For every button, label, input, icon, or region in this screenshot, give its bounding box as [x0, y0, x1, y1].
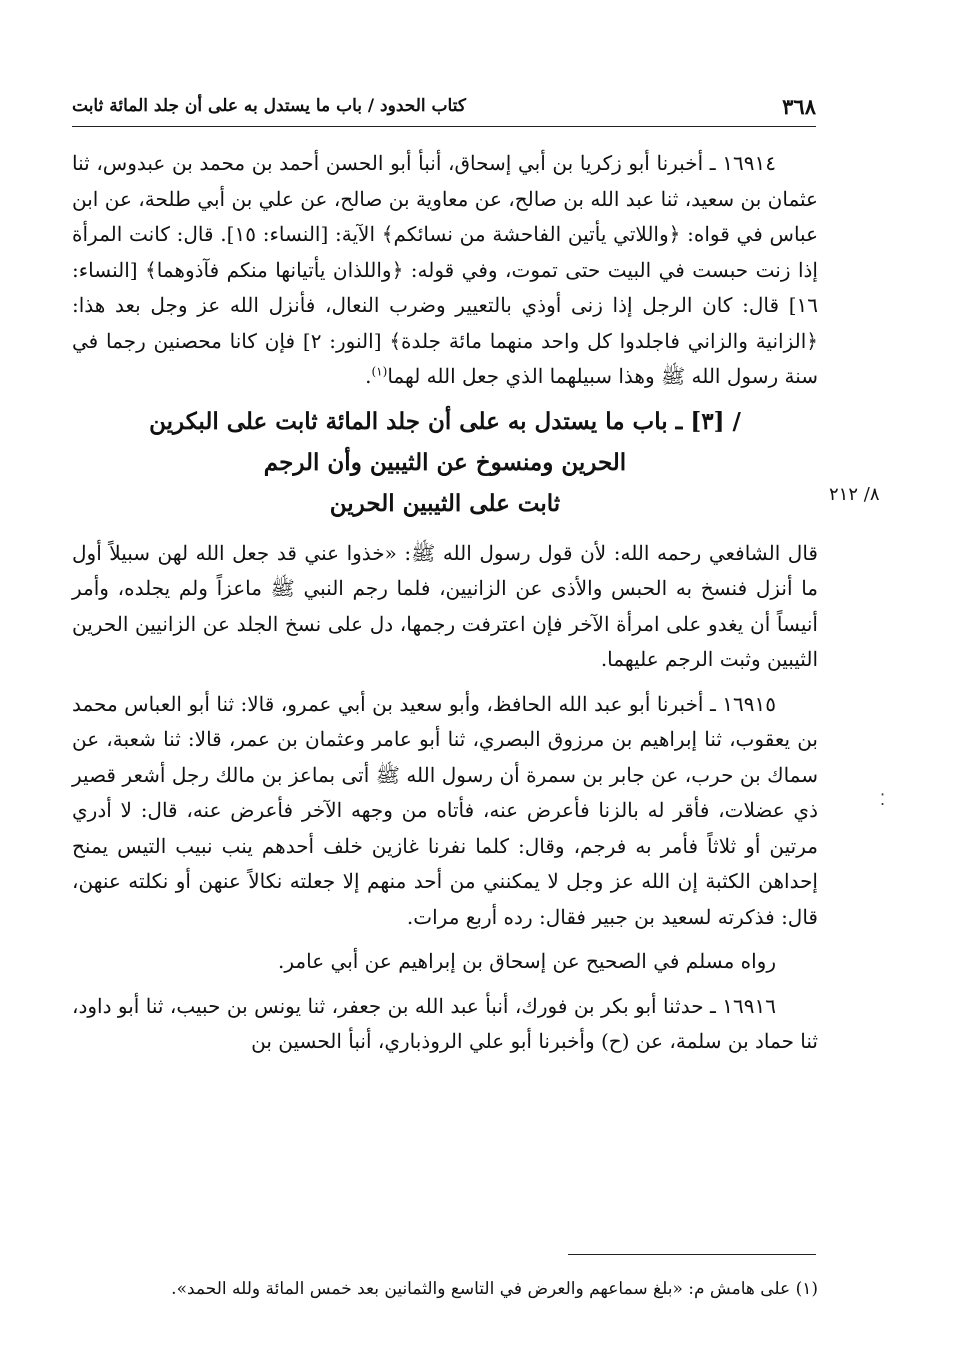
chapter-title-line-2: الحرين ومنسوخ عن الثيبين وأن الرجم	[263, 448, 627, 476]
chapter-title-line-1: / [٣] ـ باب ما يستدل به على أن جلد المائة ثابت على البكرين	[149, 407, 741, 435]
hadith-16915: ١٦٩١٥ ـ أخبرنا أبو عبد الله الحافظ، وأبو سعيد بن أبي عمرو، قالا: ثنا أبو العباس محمد بن يعقوب، ثنا إبراهيم بن مرزوق البصري، ثنا أبو عامر وعثمان بن عمر، قالا: ثنا شعبة، عن سماك بن حرب، عن جابر بن سمرة أن رسول الله ﷺ أتى بماعز بن مالك رجل أشعر قصير ذي عضلات، فأقر له بالزنا فأعرض عنه، فأتاه من وجهه الآخر فأعرض عنه، قال: لا أدري مرتين أو ثلاثاً فأمر به فرجم، وقال: كلما نفرنا غازين خلف أحدهم ينب نبيب التيس يمنح إحداهن الكثبة إن الله عز وجل لا يمكنني من أحد منهم إلا جعلته نكالاً عنهن أو نكلته عنهن، قال: فذكرته لسعيد بن جبير فقال: رده أربع مرات.	[72, 691, 818, 929]
footnote-ref: (١)	[371, 364, 388, 379]
footnote: (١) على هامش م: «بلغ سماعهم والعرض في التاسع والثمانين بعد خمس المائة ولله الحمد».	[171, 1279, 818, 1299]
muslim-attribution: رواه مسلم في الصحيح عن إسحاق بن إبراهيم عن أبي عامر.	[278, 949, 776, 973]
chapter-heading	[72, 401, 818, 524]
running-header	[72, 92, 816, 127]
footnote-separator	[568, 1254, 816, 1255]
chapter-title-line-3: ثابت على الثيبين الحرين	[329, 489, 561, 517]
hadith-16916: ١٦٩١٦ ـ حدثنا أبو بكر بن فورك، أنبأ عبد الله بن جعفر، ثنا يونس بن حبيب، ثنا أبو داود، ثنا حماد بن سلمة، عن (ح) وأخبرنا أبو علي الروذباري، أنبأ الحسين بن	[72, 993, 818, 1053]
margin-mark: ⁚	[880, 790, 886, 809]
margin-volume-page-ref: ٨/ ٢١٢	[829, 484, 880, 505]
hadith-16914-end: .	[365, 364, 372, 388]
shafii-statement: قال الشافعي رحمه الله: لأن قول رسول الله ﷺ: «خذوا عني قد جعل الله لهن سبيلاً أول ما أنزل فنسخ به الحبس والأذى عن الزانيين، فلما رجم النبي ﷺ ماعزاً ولم يجلده، وأمر أنيساً أن يغدو على امرأة الآخر فإن اعترفت رجمها، دل على نسخ الجلد عن الزانيين الحرين الثيبين وثبت الرجم عليهما.	[72, 540, 819, 671]
page-number: ٣٦٨	[782, 94, 816, 119]
hadith-16914	[72, 146, 818, 395]
hadith-16914-text: ١٦٩١٤ ـ أخبرنا أبو زكريا بن أبي إسحاق، أنبأ أبو الحسن أحمد بن محمد بن عبدوس، ثنا عثمان بن سعيد، ثنا عبد الله بن صالح، عن معاوية بن صالح، عن علي بن أبي طلحة، عن ابن عباس في قواه: ﴿واللاتي يأتين الفاحشة من نسائكم﴾ الآية: [النساء: ١٥]. قال: كانت المرأة إذا زنت حبست في البيت حتى تموت، وفي قوله: ﴿واللذان يأتيانها منكم فآذوهما﴾ [النساء: ١٦] قال: كان الرجل إذا زنى أوذي بالتعيير وضرب النعال، فأنزل الله عز وجل بعد هذا: ﴿الزانية والزاني فاجلدوا كل واحد منهما مائة جلدة﴾ [النور: ٢] فإن كانا محصنين رجما في سنة رسول الله ﷺ وهذا سبيلهما الذي جعل الله لهما	[72, 151, 819, 388]
running-title: كتاب الحدود / باب ما يستدل به على أن جلد المائة ثابت	[72, 96, 466, 116]
main-text	[72, 146, 818, 1060]
